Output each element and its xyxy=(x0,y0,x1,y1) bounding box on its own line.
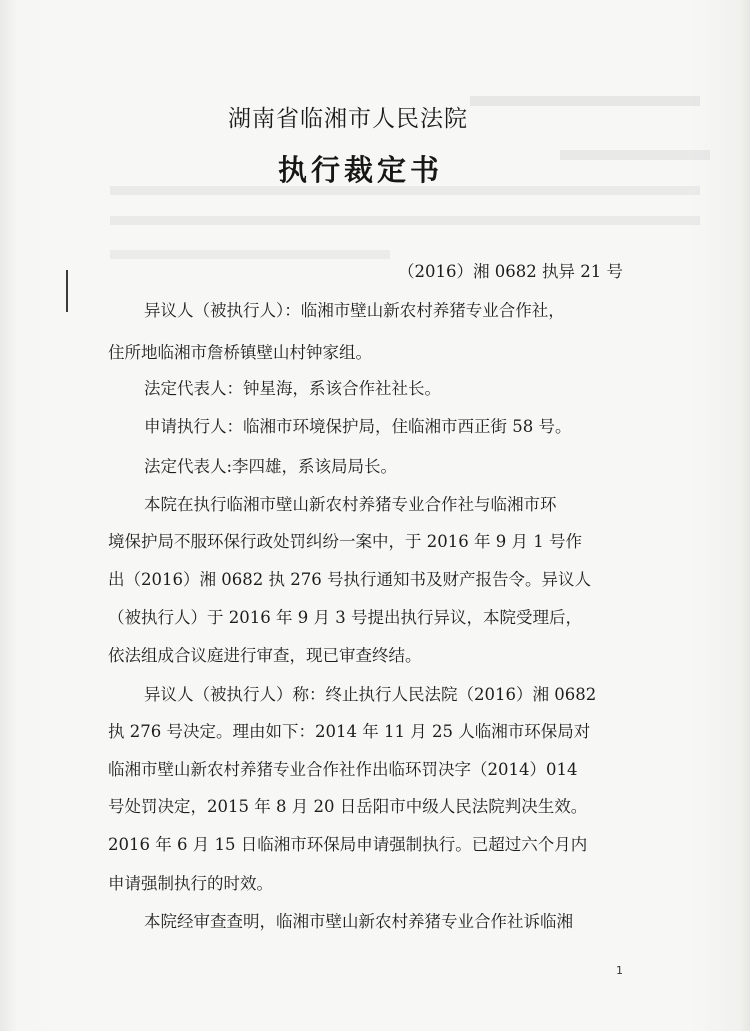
body-line: 临湘市壁山新农村养猪专业合作社作出临环罚决字（2014）014 xyxy=(108,760,578,779)
show-through-mark xyxy=(470,96,700,106)
binding-edge-mark xyxy=(66,270,68,312)
body-line: 法定代表人:李四雄，系该局局长。 xyxy=(144,457,398,476)
body-line: 本院在执行临湘市壁山新农村养猪专业合作社与临湘市环 xyxy=(144,495,557,514)
body-line: 2016 年 6 月 15 日临湘市环保局申请强制执行。已超过六个月内 xyxy=(108,835,588,854)
body-line: 本院经审查查明，临湘市壁山新农村养猪专业合作社诉临湘 xyxy=(144,912,573,931)
document-title: 执行裁定书 xyxy=(278,153,444,187)
body-line: （被执行人）于 2016 年 9 月 3 号提出执行异议，本院受理后， xyxy=(108,608,582,627)
show-through-mark xyxy=(110,216,700,225)
show-through-mark xyxy=(110,250,390,259)
body-line: 住所地临湘市詹桥镇壁山村钟家组。 xyxy=(108,343,372,362)
body-line: 执 276 号决定。理由如下：2014 年 11 月 25 人临湘市环保局对 xyxy=(108,722,591,741)
page-number: 1 xyxy=(616,964,623,977)
case-number: （2016）湘 0682 执异 21 号 xyxy=(398,262,623,281)
body-line: 法定代表人：钟星海，系该合作社社长。 xyxy=(144,379,441,398)
body-line: 异议人（被执行人）：临湘市壁山新农村养猪专业合作社， xyxy=(144,301,565,320)
court-name: 湖南省临湘市人民法院 xyxy=(228,106,468,132)
body-line: 异议人（被执行人）称：终止执行人民法院（2016）湘 0682 xyxy=(144,685,597,704)
body-line: 号处罚决定，2015 年 8 月 20 日岳阳市中级人民法院判决生效。 xyxy=(108,797,588,816)
body-line: 出（2016）湘 0682 执 276 号执行通知书及财产报告令。异议人 xyxy=(108,570,591,589)
body-line: 申请执行人：临湘市环境保护局，住临湘市西正街 58 号。 xyxy=(144,417,572,436)
show-through-mark xyxy=(560,150,710,160)
body-line: 申请强制执行的时效。 xyxy=(108,874,273,893)
body-line: 依法组成合议庭进行审查，现已审查终结。 xyxy=(108,646,422,665)
body-line: 境保护局不服环保行政处罚纠纷一案中，于 2016 年 9 月 1 号作 xyxy=(108,532,582,551)
